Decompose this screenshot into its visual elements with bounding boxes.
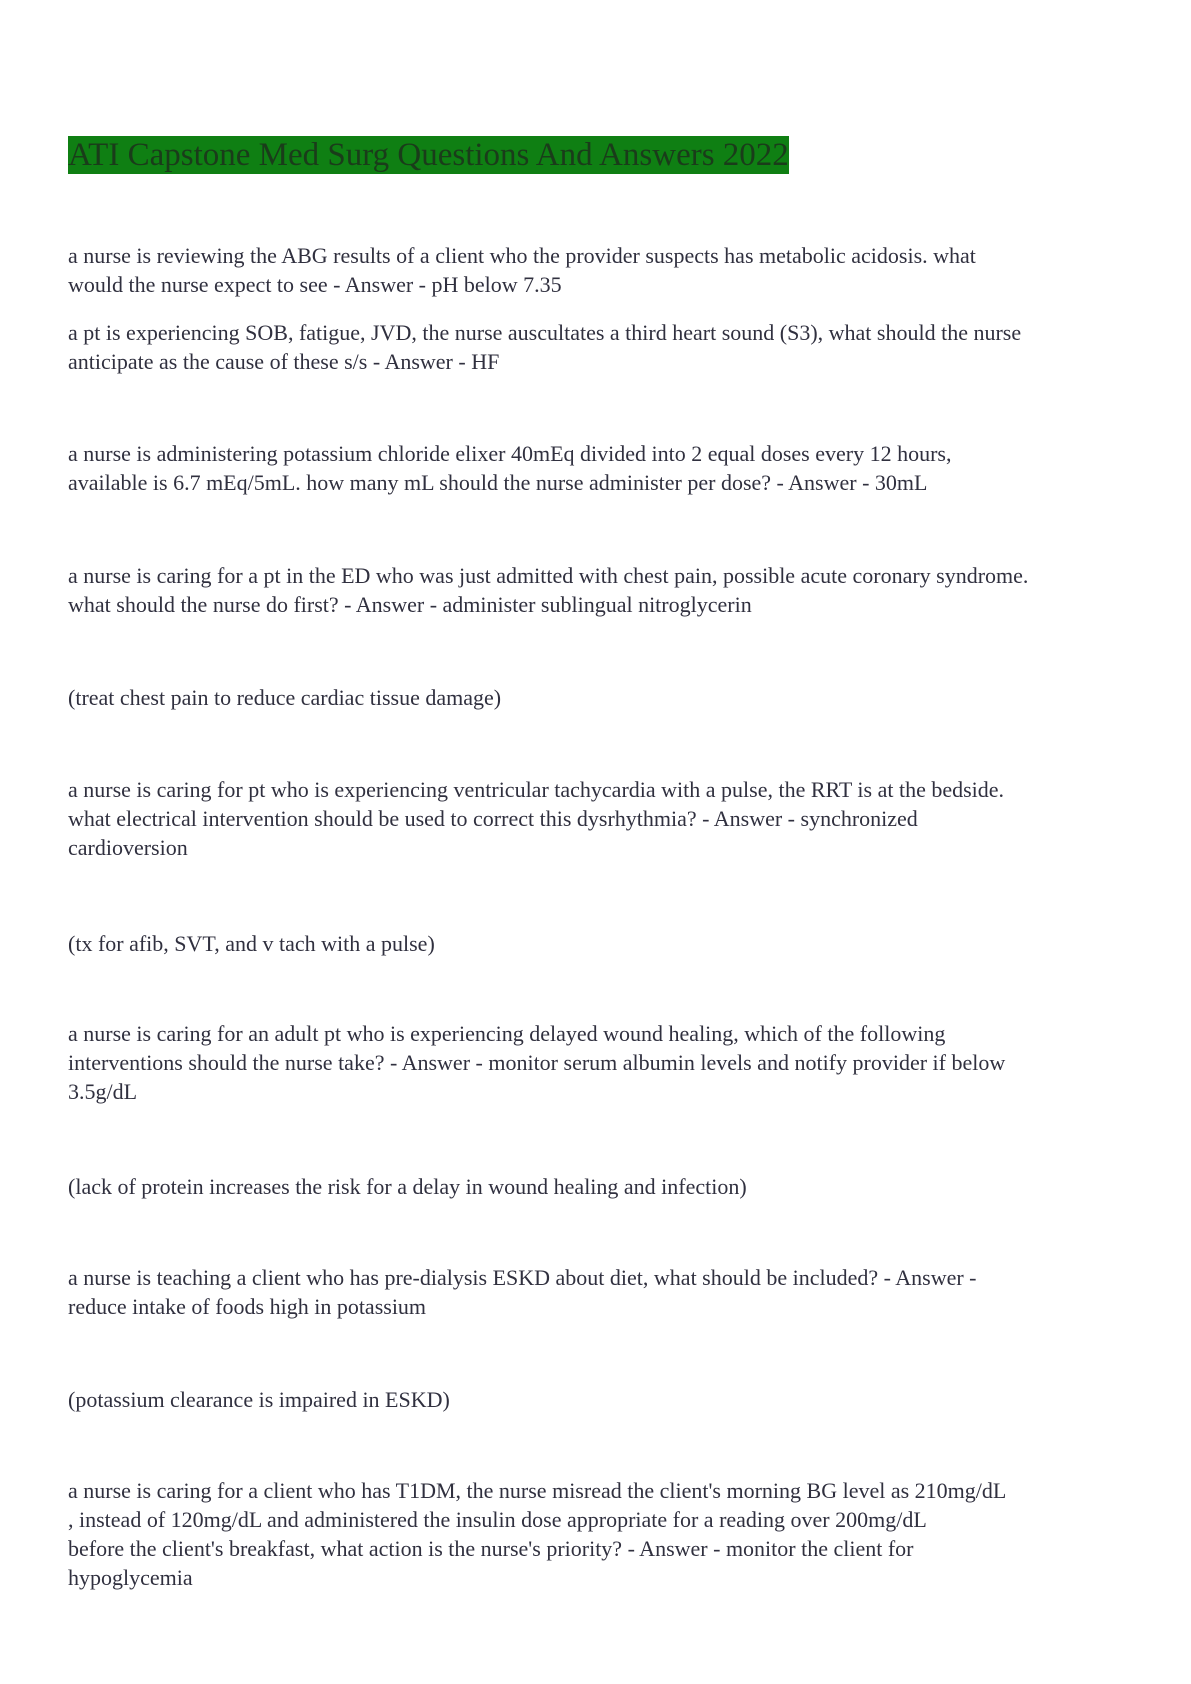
text-line: would the nurse expect to see - Answer - pH below 7.35 <box>68 272 562 297</box>
rationale-note <box>68 1385 1128 1414</box>
text-line: a nurse is administering potassium chloride elixer 40mEq divided into 2 equal doses every 12 hours, <box>68 441 952 466</box>
rationale-note <box>68 1172 1128 1201</box>
text-line: a pt is experiencing SOB, fatigue, JVD, the nurse auscultates a third heart sound (S3), what should the nurse <box>68 320 1022 345</box>
qa-item <box>68 1476 1128 1592</box>
text-line: interventions should the nurse take? - Answer - monitor serum albumin levels and notify provider if below <box>68 1050 1006 1075</box>
text-line: reduce intake of foods high in potassium <box>68 1294 427 1319</box>
rationale-note <box>68 929 1128 958</box>
text-line: what should the nurse do first? - Answer - administer sublingual nitroglycerin <box>68 592 752 617</box>
text-line: , instead of 120mg/dL and administered the insulin dose appropriate for a reading over 200mg/dL <box>68 1507 927 1532</box>
text-line: cardioversion <box>68 835 188 860</box>
qa-item <box>68 561 1128 619</box>
text-line: (treat chest pain to reduce cardiac tissue damage) <box>68 685 502 710</box>
rationale-note <box>68 683 1128 712</box>
text-line: a nurse is caring for a pt in the ED who was just admitted with chest pain, possible acute coronary syndrome. <box>68 563 1029 588</box>
text-line: (tx for afib, SVT, and v tach with a pulse) <box>68 931 435 956</box>
text-line: a nurse is caring for an adult pt who is experiencing delayed wound healing, which of the following <box>68 1021 946 1046</box>
text-line: a nurse is reviewing the ABG results of a client who the provider suspects has metabolic acidosis. what <box>68 243 976 268</box>
text-line: 3.5g/dL <box>68 1079 138 1104</box>
qa-item <box>68 775 1128 862</box>
qa-item <box>68 1263 1128 1321</box>
text-line: what electrical intervention should be used to correct this dysrhythmia? - Answer - synchronized <box>68 806 918 831</box>
text-line: hypoglycemia <box>68 1565 193 1590</box>
qa-item <box>68 1019 1128 1106</box>
text-line: before the client's breakfast, what action is the nurse's priority? - Answer - monitor the client for <box>68 1536 914 1561</box>
document-title: ATI Capstone Med Surg Questions And Answers 2022 <box>68 137 789 173</box>
text-line: a nurse is teaching a client who has pre-dialysis ESKD about diet, what should be included? - Answer - <box>68 1265 977 1290</box>
qa-item <box>68 241 1128 299</box>
text-line: (lack of protein increases the risk for a delay in wound healing and infection) <box>68 1174 747 1199</box>
qa-item <box>68 318 1128 376</box>
qa-item <box>68 439 1128 497</box>
text-line: anticipate as the cause of these s/s - Answer - HF <box>68 349 500 374</box>
text-line: (potassium clearance is impaired in ESKD) <box>68 1387 450 1412</box>
text-line: a nurse is caring for a client who has T1DM, the nurse misread the client's morning BG level as 210mg/dL <box>68 1478 1007 1503</box>
text-line: a nurse is caring for pt who is experiencing ventricular tachycardia with a pulse, the RRT is at the bedside. <box>68 777 1005 802</box>
text-line: available is 6.7 mEq/5mL. how many mL should the nurse administer per dose? - Answer - 30mL <box>68 470 928 495</box>
